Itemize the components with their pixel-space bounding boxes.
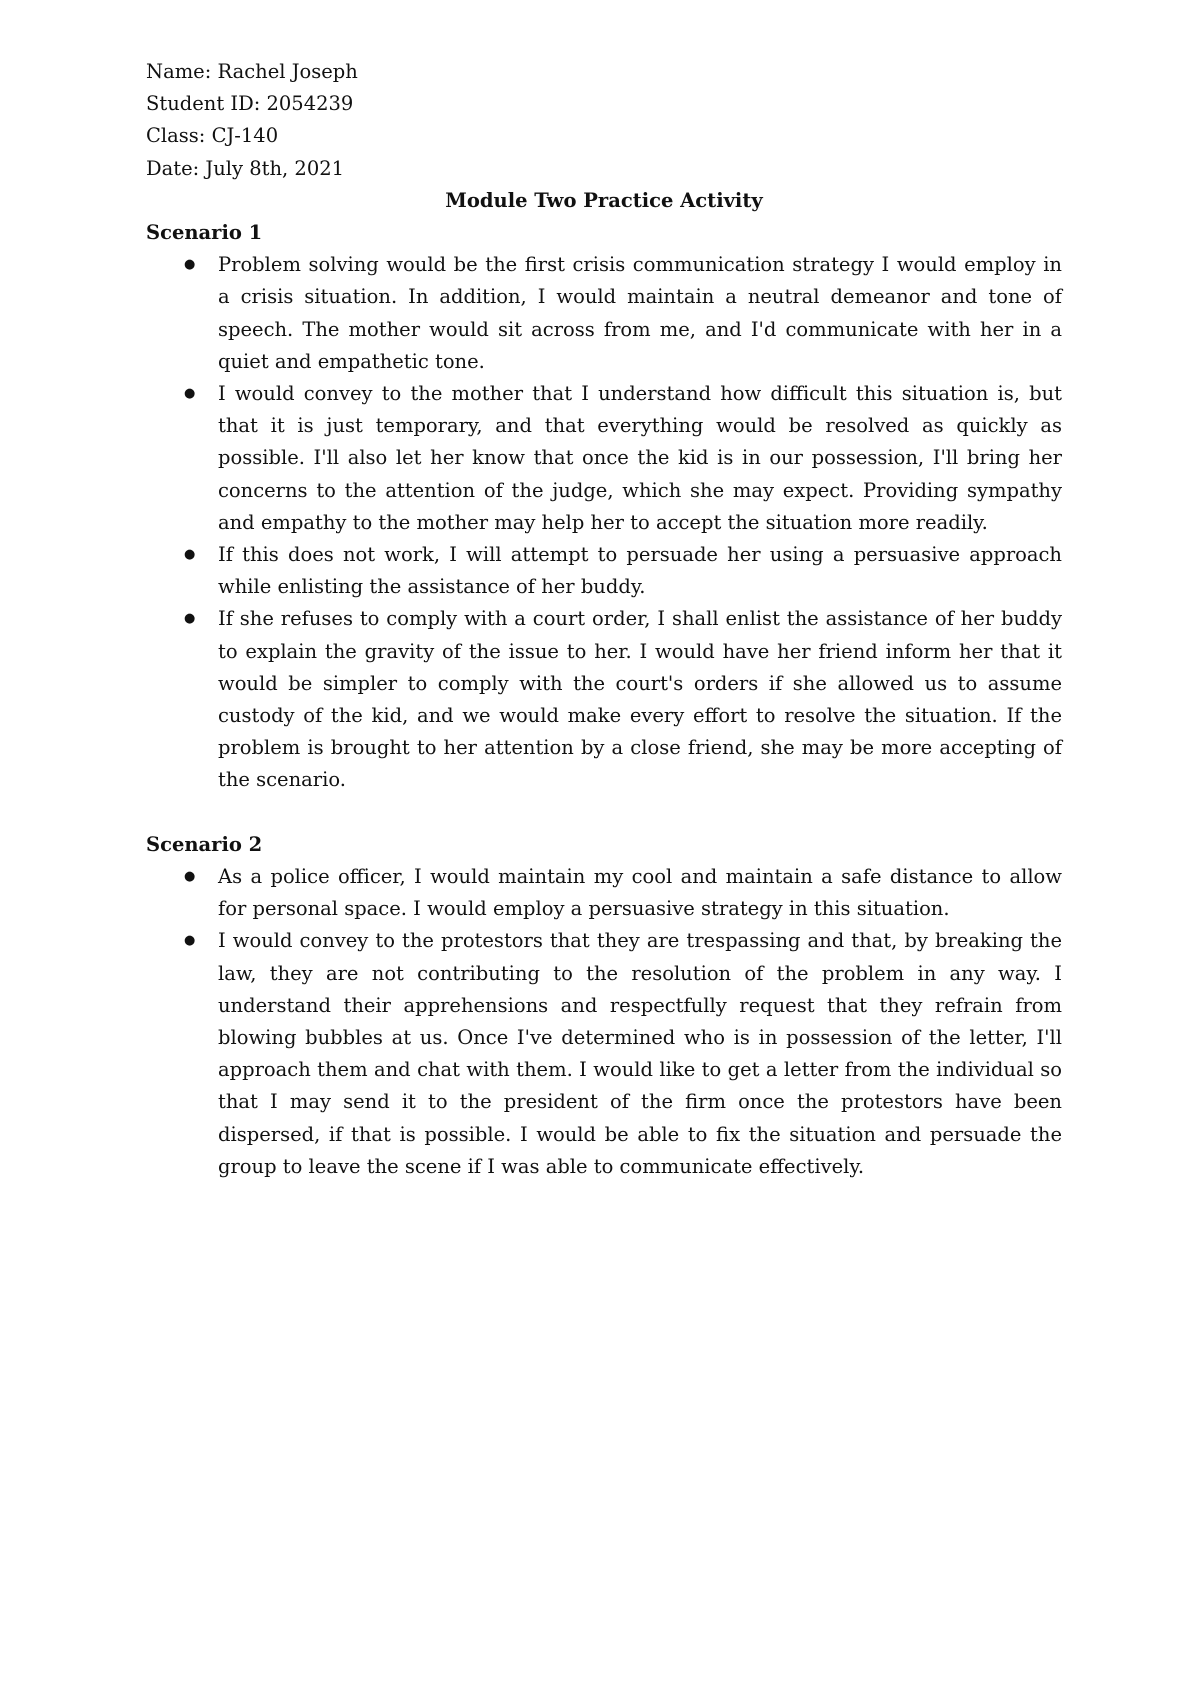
scenario-2-list: [146, 861, 1062, 1183]
student-name: Name: Rachel Joseph: [146, 60, 358, 83]
bullet-icon: ●: [184, 257, 196, 273]
list-item: [146, 249, 1062, 378]
section-spacer: [146, 797, 1062, 829]
list-item-text: As a police officer, I would maintain my cool and maintain a safe distance to allow for personal space. I would employ a persuasive strategy in this situation.: [218, 865, 1062, 921]
list-item-text: If this does not work, I will attempt to persuade her using a persuasive approach while enlisting the assistance of her buddy.: [218, 543, 1062, 599]
document-title: Module Two Practice Activity: [445, 188, 763, 212]
list-item: [146, 539, 1062, 603]
list-item: [146, 861, 1062, 925]
list-item-text: If she refuses to comply with a court order, I shall enlist the assistance of her buddy to explain the gravity of the issue to her. I would have her friend inform her that it would be simpler to comply with the court's orders if she allowed us to assume custody of the kid, and we would make every effort to resolve the situation. If the problem is brought to her attention by a close friend, she may be more accepting of the scenario.: [218, 607, 1062, 792]
bullet-icon: ●: [184, 933, 196, 949]
document-body: [146, 56, 1062, 1183]
scenario-1-heading: Scenario 1: [146, 221, 263, 245]
bullet-icon: ●: [184, 611, 196, 627]
list-item-text: I would convey to the mother that I understand how difficult this situation is, but that it is just temporary, and that everything would be resolved as quickly as possible. I'll also let her know that once the kid is in our possession, I'll bring her concerns to the attention of the judge, which she may expect. Providing sympathy and empathy to the mother may help her to accept the situation more readily.: [218, 382, 1062, 534]
student-id: Student ID: 2054239: [146, 92, 354, 116]
list-item: [146, 603, 1062, 796]
bullet-icon: ●: [184, 869, 196, 885]
class-code: Class: CJ-140: [146, 124, 279, 148]
list-item-text: Problem solving would be the first crisis communication strategy I would employ in a crisis situation. In addition, I would maintain a neutral demeanor and tone of speech. The mother would sit across from me, and I'd communicate with her in a quiet and empathetic tone.: [218, 253, 1062, 373]
submission-date: Date: July 8th, 2021: [146, 156, 345, 180]
list-item: [146, 378, 1062, 539]
scenario-2-heading: Scenario 2: [146, 832, 263, 856]
list-item-text: I would convey to the protestors that they are trespassing and that, by breaking the law, they are not contributing to the resolution of the problem in any way. I understand their apprehensions and respectfully request that they refrain from blowing bubbles at us. Once I've determined who is in possession of the letter, I'll approach them and chat with them. I would like to get a letter from the individual so that I may send it to the president of the firm once the protestors have been dispersed, if that is possible. I would be able to fix the situation and persuade the group to leave the scene if I was able to communicate effectively.: [218, 929, 1062, 1178]
bullet-icon: ●: [184, 547, 196, 563]
bullet-icon: ●: [184, 386, 196, 402]
scenario-1-list: [146, 249, 1062, 796]
list-item: [146, 925, 1062, 1183]
